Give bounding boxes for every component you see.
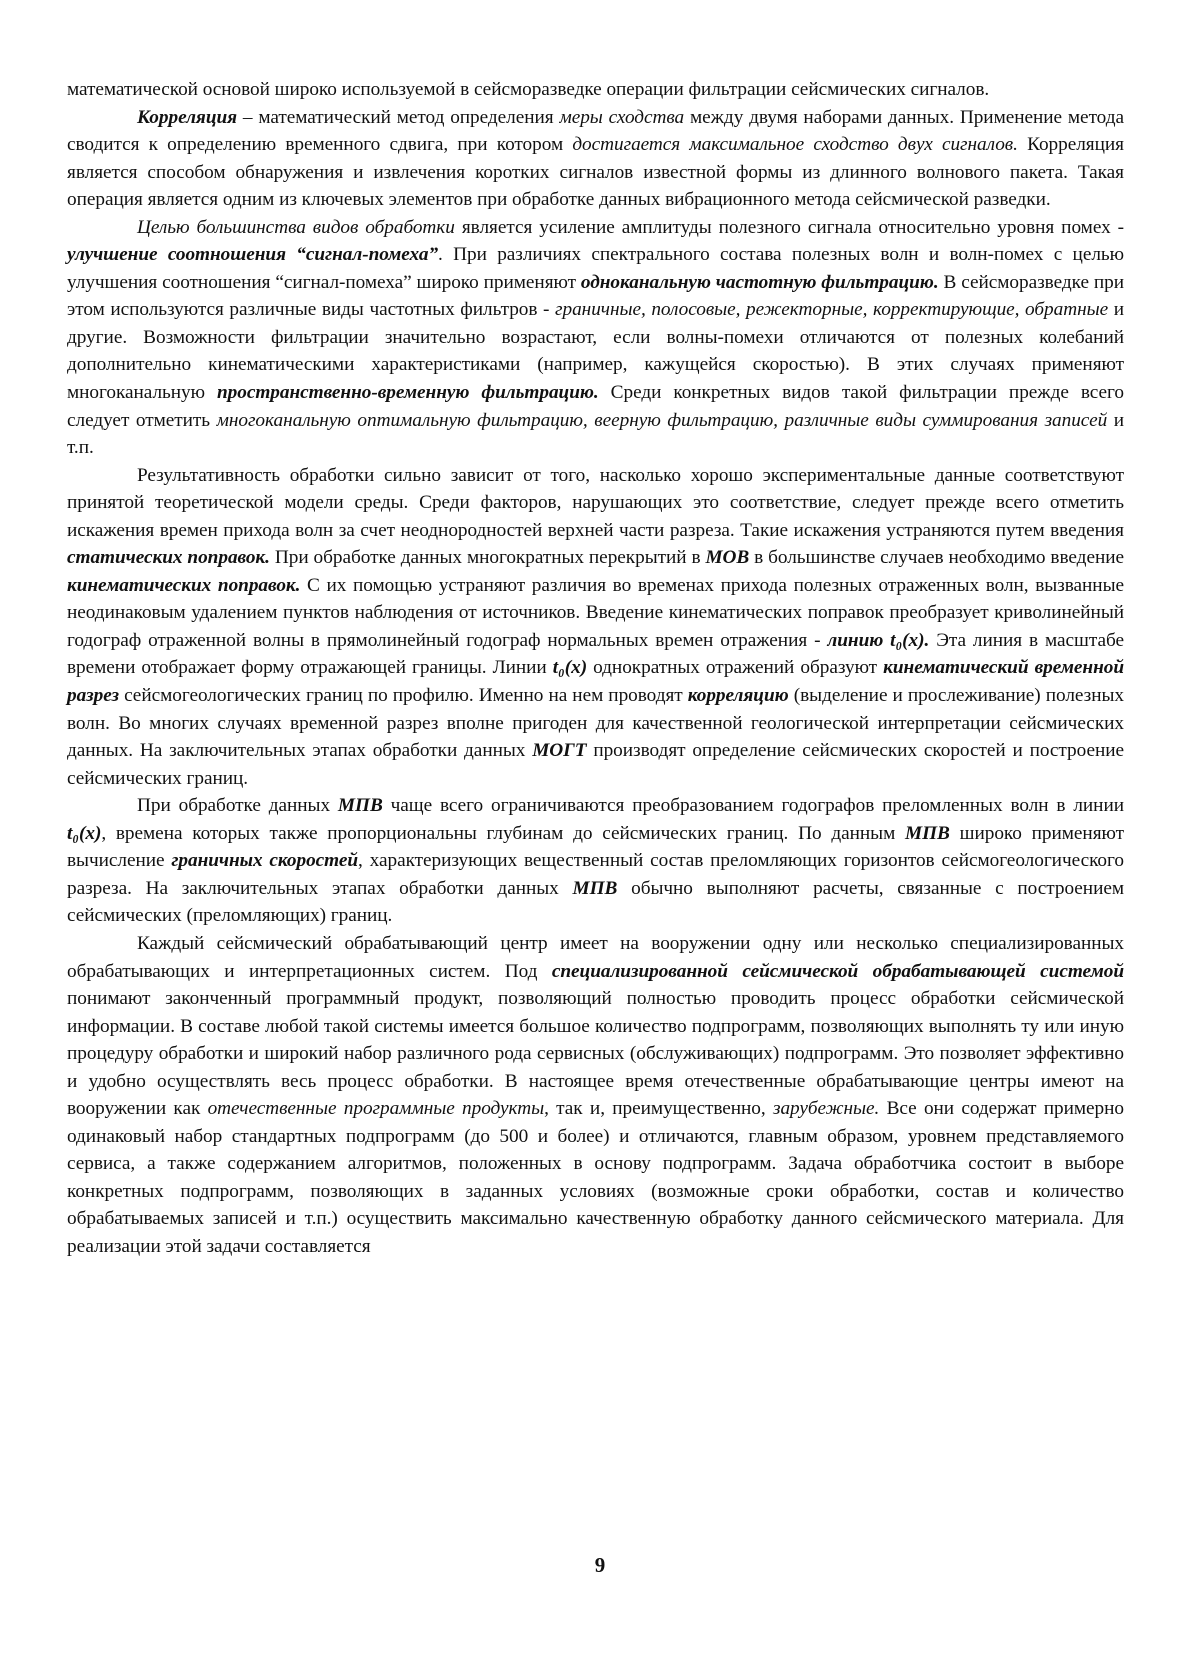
text-run: и т.п. <box>67 410 1124 459</box>
emphasized-term: одноканальную частотную фильтрацию. <box>581 272 939 293</box>
text-run: (выделение и прослеживание) полезных волн. Во многих случаях временной разрез вполне пригоден для качественной геологической интерпретации сейсмических данных. На заключительных этапах обработки данных <box>67 685 1124 761</box>
text-run: В сейсморазведке при этом используются различные виды частотных фильтров - <box>67 272 1124 321</box>
text-run: чаще всего ограничиваются преобразованием годографов преломленных волн в линии <box>383 795 1124 816</box>
emphasized-term: Корреляция <box>137 107 237 128</box>
text-run: однократных отражений образуют <box>587 657 883 678</box>
text-run: , времена которых также пропорциональны глубинам до сейсмических границ. По данным <box>101 823 905 844</box>
text-run: Эта линия в масштабе времени отображает форму отражающей границы. Линии <box>67 630 1124 679</box>
text-run: Среди конкретных видов такой фильтрации прежде всего следует отметить <box>67 382 1124 431</box>
emphasized-term: МПВ <box>338 795 383 816</box>
text-run: Результативность обработки сильно зависит от того, насколько хорошо экспериментальные данные соответствуют принятой теоретической модели среды. Среди факторов, нарушающих это соответствие, следует прежде всего отметить искажения времен прихода волн за счет неоднородностей верхней части разреза. Такие искажения устраняются путем введения <box>67 465 1124 541</box>
text-run: При обработке данных <box>137 795 338 816</box>
text-run: является усиление амплитуды полезного сигнала относительно уровня помех - <box>455 217 1124 238</box>
emphasized-term: МОВ <box>705 547 749 568</box>
emphasized-term: кинематический временной разрез <box>67 657 1124 706</box>
text-run: . При различиях спектрального состава полезных волн и волн-помех с целью улучшения соотношения “сигнал-помеха” широко применяют <box>67 244 1124 293</box>
paragraph <box>67 930 1124 1261</box>
emphasized-term: зарубежные. <box>773 1098 879 1119</box>
text-run: в большинстве случаев необходимо введение <box>749 547 1124 568</box>
emphasized-term: МПВ <box>572 878 617 899</box>
text-run: Все они содержат примерно одинаковый набор стандартных подпрограмм (до 500 и более) и отличаются, главным образом, уровнем представляемого сервиса, а также содержанием алгоритмов, положенных в основу подпрограмм. Задача обработчика состоит в выборе конкретных подпрограмм, позволяющих в заданных условиях (возможные сроки обработки, состав и количество обрабатываемых записей и т.п.) осуществить максимально качественную обработку данного сейсмического материала. Для реализации этой задачи составляется <box>67 1098 1124 1257</box>
text-run: Каждый сейсмический обрабатывающий центр имеет на вооружении одну или несколько специализированных обрабатывающих и интерпретационных систем. Под <box>67 933 1124 982</box>
text-run: , так и, преимущественно, <box>544 1098 773 1119</box>
emphasized-term: МПВ <box>905 823 950 844</box>
text-run: понимают законченный программный продукт, позволяющий полностью проводить процесс обработки сейсмической информации. В составе любой такой системы имеется большое количество подпрограмм, позволяющих выполнять ту или иную процедуру обработки и широкий набор различного рода сервисных (обслуживающих) подпрограмм. Это позволяет эффективно и удобно осуществлять весь процесс обработки. В настоящее время отечественные обрабатывающие центры имеют на вооружении как <box>67 988 1124 1119</box>
text-run: обычно выполняют расчеты, связанные с построением сейсмических (преломляющих) границ. <box>67 878 1124 927</box>
emphasized-term: статических поправок. <box>67 547 270 568</box>
emphasized-term: многоканальную оптимальную фильтрацию, веерную фильтрацию, различные виды суммирования записей <box>217 410 1108 431</box>
text-run: и другие. Возможности фильтрации значительно возрастают, если волны-помехи отличаются от полезных колебаний дополнительно кинематическими характеристиками (например, кажущейся скоростью). В этих случаях применяют многоканальную <box>67 299 1124 403</box>
emphasized-term: Целью большинства видов обработки <box>137 217 455 238</box>
text-run: При обработке данных многократных перекрытий в <box>270 547 706 568</box>
emphasized-term: меры сходства <box>559 107 684 128</box>
body-text <box>67 76 1124 1261</box>
emphasized-term: улучшение соотношения “сигнал-помеха” <box>67 244 438 265</box>
emphasized-term: линию t₀(x). <box>827 630 929 651</box>
text-run: производят определение сейсмических скоростей и построение сейсмических границ. <box>67 740 1124 789</box>
paragraph <box>67 462 1124 793</box>
text-run: сейсмогеологических границ по профилю. Именно на нем проводят <box>119 685 688 706</box>
emphasized-term: корреляцию <box>688 685 789 706</box>
emphasized-term: МОГТ <box>532 740 586 761</box>
document-page <box>0 0 1200 1671</box>
paragraph <box>67 104 1124 214</box>
emphasized-term: пространственно-временную фильтрацию. <box>217 382 599 403</box>
emphasized-term: t₀(x) <box>553 657 587 678</box>
emphasized-term: граничных скоростей <box>171 850 358 871</box>
emphasized-term: t₀(x) <box>67 823 101 844</box>
emphasized-term: специализированной сейсмической обрабатывающей системой <box>552 961 1124 982</box>
text-run: математической основой широко используемой в сейсморазведке операции фильтрации сейсмических сигналов. <box>67 79 989 100</box>
text-run: – математический метод определения <box>237 107 559 128</box>
paragraph <box>67 76 1124 104</box>
text-run: , характеризующих вещественный состав преломляющих горизонтов сейсмогеологического разреза. На заключительных этапах обработки данных <box>67 850 1124 899</box>
paragraph <box>67 214 1124 462</box>
paragraph <box>67 792 1124 930</box>
text-run: между двумя наборами данных. Применение метода сводится к определению временного сдвига, при котором <box>67 107 1124 156</box>
emphasized-term: достигается максимальное сходство двух сигналов. <box>572 134 1018 155</box>
text-run: С их помощью устраняют различия во временах прихода полезных отраженных волн, вызванные неодинаковым удалением пунктов наблюдения от источников. Введение кинематических поправок преобразует криволинейный годограф отраженной волны в прямолинейный годограф нормальных времен отражения - <box>67 575 1124 651</box>
emphasized-term: отечественные программные продукты <box>208 1098 545 1119</box>
page-number: 9 <box>0 1553 1200 1578</box>
emphasized-term: граничные, полосовые, режекторные, корректирующие, обратные <box>555 299 1108 320</box>
emphasized-term: кинематических поправок. <box>67 575 300 596</box>
text-run: широко применяют вычисление <box>67 823 1124 872</box>
text-run: Корреляция является способом обнаружения и извлечения коротких сигналов известной формы из длинного волнового пакета. Такая операция является одним из ключевых элементов при обработке данных вибрационного метода сейсмической разведки. <box>67 134 1124 210</box>
